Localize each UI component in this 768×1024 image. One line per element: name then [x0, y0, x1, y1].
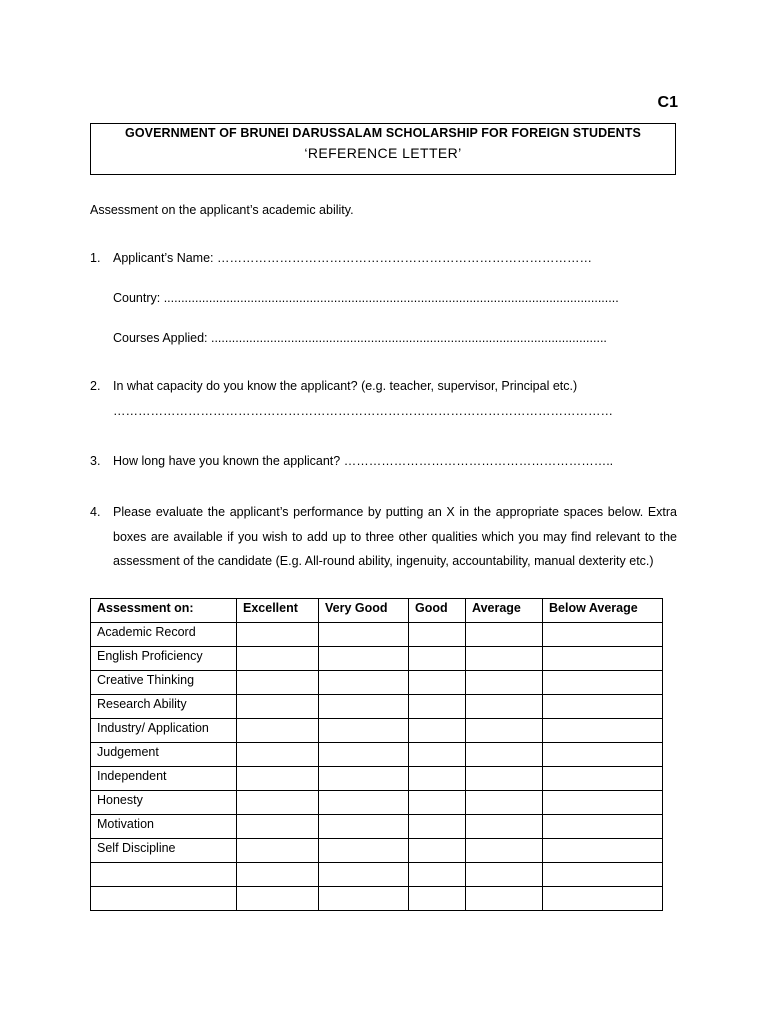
table-row: [91, 647, 663, 671]
assessment-label: Industry/ Application: [91, 719, 237, 743]
rating-cell[interactable]: [409, 695, 466, 719]
rating-cell[interactable]: [409, 623, 466, 647]
page-code: C1: [657, 94, 678, 111]
rating-cell[interactable]: [319, 743, 409, 767]
assessment-label: Motivation: [91, 815, 237, 839]
courses-applied-field[interactable]: Courses Applied: ..................................................................................................................: [113, 331, 607, 345]
rating-cell[interactable]: [319, 815, 409, 839]
table-row: [91, 839, 663, 863]
rating-cell[interactable]: [543, 623, 663, 647]
rating-cell[interactable]: [466, 743, 543, 767]
rating-cell[interactable]: [319, 671, 409, 695]
column-header: Below Average: [543, 599, 663, 623]
rating-cell[interactable]: [319, 623, 409, 647]
applicant-name-field[interactable]: Applicant’s Name: ………………………………………………………………………………: [113, 251, 592, 265]
assessment-table: [90, 598, 663, 911]
rating-cell[interactable]: [319, 791, 409, 815]
rating-cell[interactable]: [466, 863, 543, 887]
rating-cell[interactable]: [409, 743, 466, 767]
table-row: [91, 719, 663, 743]
q1-number: 1.: [90, 251, 101, 265]
table-row: [91, 695, 663, 719]
column-header: Excellent: [237, 599, 319, 623]
q3-number: 3.: [90, 454, 101, 468]
rating-cell[interactable]: [237, 863, 319, 887]
rating-cell[interactable]: [543, 743, 663, 767]
rating-cell[interactable]: [319, 767, 409, 791]
rating-cell[interactable]: [409, 791, 466, 815]
column-header: Average: [466, 599, 543, 623]
rating-cell[interactable]: [237, 887, 319, 911]
rating-cell[interactable]: [543, 719, 663, 743]
assessment-label[interactable]: [91, 887, 237, 911]
assessment-label: English Proficiency: [91, 647, 237, 671]
rating-cell[interactable]: [237, 719, 319, 743]
q3-text[interactable]: How long have you known the applicant? ………………………………………………………..: [113, 454, 614, 468]
title-box: [90, 123, 676, 175]
title-line1: GOVERNMENT OF BRUNEI DARUSSALAM SCHOLARSHIP FOR FOREIGN STUDENTS: [125, 126, 641, 140]
rating-cell[interactable]: [409, 839, 466, 863]
table-row: [91, 863, 663, 887]
rating-cell[interactable]: [237, 815, 319, 839]
rating-cell[interactable]: [466, 647, 543, 671]
q2-number: 2.: [90, 379, 101, 393]
rating-cell[interactable]: [466, 671, 543, 695]
rating-cell[interactable]: [543, 887, 663, 911]
table-row: [91, 623, 663, 647]
title-line2: ‘REFERENCE LETTER’: [304, 145, 462, 161]
rating-cell[interactable]: [466, 623, 543, 647]
rating-cell[interactable]: [237, 671, 319, 695]
rating-cell[interactable]: [543, 767, 663, 791]
assessment-label[interactable]: [91, 863, 237, 887]
rating-cell[interactable]: [319, 647, 409, 671]
rating-cell[interactable]: [237, 695, 319, 719]
rating-cell[interactable]: [543, 647, 663, 671]
assessment-label: Self Discipline: [91, 839, 237, 863]
rating-cell[interactable]: [319, 863, 409, 887]
rating-cell[interactable]: [237, 743, 319, 767]
assessment-label: Judgement: [91, 743, 237, 767]
table-header-row: [91, 599, 663, 623]
rating-cell[interactable]: [466, 695, 543, 719]
rating-cell[interactable]: [409, 719, 466, 743]
q4-text: Please evaluate the applicant’s performance by putting an X in the appropriate spaces below. Extra boxes are available if you wish to add up to three other qualities which you may find relevant to the assessment of the candidate (E.g. All-round ability, ingenuity, accountability, manual dexterity etc.): [113, 505, 677, 568]
rating-cell[interactable]: [409, 767, 466, 791]
rating-cell[interactable]: [543, 815, 663, 839]
rating-cell[interactable]: [543, 671, 663, 695]
rating-cell[interactable]: [466, 767, 543, 791]
q4-number: 4.: [90, 505, 101, 519]
rating-cell[interactable]: [543, 839, 663, 863]
intro-text: Assessment on the applicant’s academic ability.: [90, 203, 354, 217]
table-row: [91, 767, 663, 791]
column-header: Assessment on:: [91, 599, 237, 623]
table-row: [91, 671, 663, 695]
assessment-label: Academic Record: [91, 623, 237, 647]
rating-cell[interactable]: [466, 815, 543, 839]
rating-cell[interactable]: [237, 791, 319, 815]
rating-cell[interactable]: [409, 647, 466, 671]
rating-cell[interactable]: [319, 719, 409, 743]
assessment-label: Independent: [91, 767, 237, 791]
rating-cell[interactable]: [466, 887, 543, 911]
rating-cell[interactable]: [319, 695, 409, 719]
country-field[interactable]: Country: ...................................................................................................................................: [113, 291, 619, 305]
rating-cell[interactable]: [543, 791, 663, 815]
column-header: Very Good: [319, 599, 409, 623]
rating-cell[interactable]: [466, 791, 543, 815]
table-row: [91, 791, 663, 815]
rating-cell[interactable]: [543, 863, 663, 887]
rating-cell[interactable]: [409, 815, 466, 839]
assessment-label: Creative Thinking: [91, 671, 237, 695]
assessment-label: Research Ability: [91, 695, 237, 719]
table-row: [91, 815, 663, 839]
rating-cell[interactable]: [466, 719, 543, 743]
rating-cell[interactable]: [409, 671, 466, 695]
rating-cell[interactable]: [409, 887, 466, 911]
q2-text: In what capacity do you know the applicant? (e.g. teacher, supervisor, Principal etc.): [113, 379, 578, 393]
rating-cell[interactable]: [237, 647, 319, 671]
rating-cell[interactable]: [319, 839, 409, 863]
rating-cell[interactable]: [543, 695, 663, 719]
rating-cell[interactable]: [237, 623, 319, 647]
assessment-label: Honesty: [91, 791, 237, 815]
column-header: Good: [409, 599, 466, 623]
rating-cell[interactable]: [409, 863, 466, 887]
table-row: [91, 887, 663, 911]
q2-answer-line[interactable]: …………………………………………………………………………………………………………: [113, 404, 613, 418]
rating-cell[interactable]: [237, 767, 319, 791]
rating-cell[interactable]: [466, 839, 543, 863]
rating-cell[interactable]: [319, 887, 409, 911]
rating-cell[interactable]: [237, 839, 319, 863]
table-row: [91, 743, 663, 767]
